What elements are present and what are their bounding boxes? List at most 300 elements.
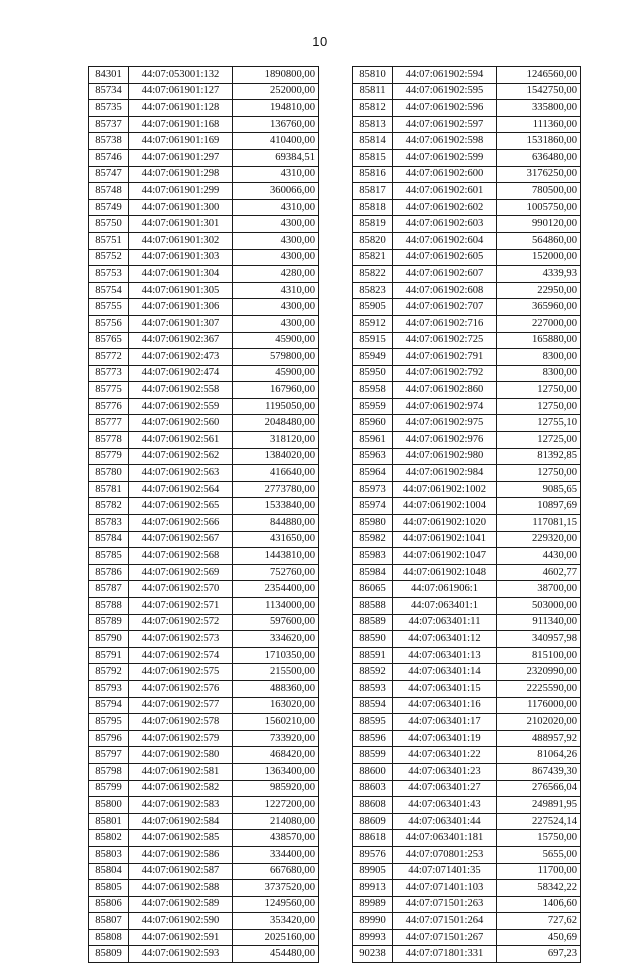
table-row: [89, 365, 319, 382]
cadastral-value-cell: 12725,00: [497, 432, 581, 449]
cadastral-value-cell: 4300,00: [233, 216, 319, 233]
table-row: [353, 714, 581, 731]
cadastral-value-cell: 667680,00: [233, 863, 319, 880]
table-row: [353, 598, 581, 615]
table-row: [353, 913, 581, 930]
cadastral-number-cell: 44:07:061902:575: [129, 664, 233, 681]
cadastral-value-cell: 249891,95: [497, 797, 581, 814]
record-number-cell: 85984: [353, 564, 393, 581]
cadastral-number-cell: 44:07:061901:168: [129, 116, 233, 133]
cadastral-number-cell: 44:07:061902:980: [393, 448, 497, 465]
cadastral-value-cell: 276566,04: [497, 780, 581, 797]
record-number-cell: 88592: [353, 664, 393, 681]
record-number-cell: 85800: [89, 797, 129, 814]
cadastral-value-cell: 81064,26: [497, 747, 581, 764]
cadastral-number-cell: 44:07:061902:1020: [393, 515, 497, 532]
table-row: [353, 531, 581, 548]
cadastral-value-cell: 3176250,00: [497, 166, 581, 183]
table-row: [89, 133, 319, 150]
cadastral-value-cell: 867439,30: [497, 763, 581, 780]
record-number-cell: 85752: [89, 249, 129, 266]
cadastral-value-cell: 334400,00: [233, 846, 319, 863]
cadastral-value-cell: 990120,00: [497, 216, 581, 233]
record-number-cell: 89576: [353, 846, 393, 863]
record-number-cell: 85796: [89, 730, 129, 747]
cadastral-value-cell: 4300,00: [233, 249, 319, 266]
cadastral-number-cell: 44:07:061902:570: [129, 581, 233, 598]
table-row: [353, 232, 581, 249]
cadastral-value-cell: 579800,00: [233, 349, 319, 366]
cadastral-number-cell: 44:07:061901:300: [129, 199, 233, 216]
record-number-cell: 85746: [89, 149, 129, 166]
cadastral-value-cell: 1249560,00: [233, 896, 319, 913]
record-number-cell: 85814: [353, 133, 393, 150]
table-row: [89, 863, 319, 880]
cadastral-value-cell: 1384020,00: [233, 448, 319, 465]
table-row: [89, 448, 319, 465]
cadastral-number-cell: 44:07:061902:860: [393, 382, 497, 399]
record-number-cell: 85792: [89, 664, 129, 681]
record-number-cell: 85822: [353, 266, 393, 283]
record-number-cell: 89913: [353, 880, 393, 897]
cadastral-number-cell: 44:07:061902:1002: [393, 481, 497, 498]
cadastral-number-cell: 44:07:071801:331: [393, 946, 497, 963]
record-number-cell: 85963: [353, 448, 393, 465]
record-number-cell: 85754: [89, 282, 129, 299]
record-number-cell: 88609: [353, 813, 393, 830]
table-row: [89, 797, 319, 814]
record-number-cell: 85773: [89, 365, 129, 382]
table-row: [353, 631, 581, 648]
table-row: [89, 880, 319, 897]
page-number: 10: [312, 34, 328, 49]
record-number-cell: 85779: [89, 448, 129, 465]
cadastral-value-cell: 152000,00: [497, 249, 581, 266]
cadastral-number-cell: 44:07:061901:303: [129, 249, 233, 266]
record-number-cell: 85765: [89, 332, 129, 349]
record-number-cell: 85798: [89, 763, 129, 780]
cadastral-value-cell: 229320,00: [497, 531, 581, 548]
table-row: [353, 813, 581, 830]
cadastral-number-cell: 44:07:071501:263: [393, 896, 497, 913]
table-row: [89, 631, 319, 648]
record-number-cell: 85980: [353, 515, 393, 532]
table-row: [89, 199, 319, 216]
record-number-cell: 85960: [353, 415, 393, 432]
cadastral-number-cell: 44:07:071401:35: [393, 863, 497, 880]
cadastral-value-cell: 167960,00: [233, 382, 319, 399]
table-row: [89, 166, 319, 183]
cadastral-number-cell: 44:07:061902:974: [393, 398, 497, 415]
cadastral-value-cell: 2102020,00: [497, 714, 581, 731]
table-row: [353, 880, 581, 897]
table-row: [353, 763, 581, 780]
cadastral-number-cell: 44:07:063401:11: [393, 614, 497, 631]
table-row: [353, 67, 581, 84]
cadastral-number-cell: 44:07:063401:12: [393, 631, 497, 648]
cadastral-value-cell: 1542750,00: [497, 83, 581, 100]
cadastral-number-cell: 44:07:063401:16: [393, 697, 497, 714]
table-row: [89, 647, 319, 664]
cadastral-number-cell: 44:07:061901:127: [129, 83, 233, 100]
record-number-cell: 85805: [89, 880, 129, 897]
cadastral-number-cell: 44:07:063401:17: [393, 714, 497, 731]
cadastral-number-cell: 44:07:061902:574: [129, 647, 233, 664]
cadastral-value-cell: 488360,00: [233, 680, 319, 697]
cadastral-number-cell: 44:07:061901:169: [129, 133, 233, 150]
cadastral-number-cell: 44:07:061902:560: [129, 415, 233, 432]
table-row: [353, 830, 581, 847]
cadastral-value-cell: 503000,00: [497, 598, 581, 615]
table-row: [89, 116, 319, 133]
cadastral-value-cell: 165880,00: [497, 332, 581, 349]
cadastral-value-cell: 365960,00: [497, 299, 581, 316]
cadastral-value-cell: 4300,00: [233, 315, 319, 332]
cadastral-number-cell: 44:07:071501:264: [393, 913, 497, 930]
cadastral-value-cell: 334620,00: [233, 631, 319, 648]
cadastral-number-cell: 44:07:061901:307: [129, 315, 233, 332]
cadastral-number-cell: 44:07:061901:299: [129, 183, 233, 200]
table-row: [353, 133, 581, 150]
cadastral-value-cell: 1531860,00: [497, 133, 581, 150]
cadastral-number-cell: 44:07:061902:559: [129, 398, 233, 415]
cadastral-number-cell: 44:07:061902:975: [393, 415, 497, 432]
cadastral-value-cell: 2320990,00: [497, 664, 581, 681]
table-row: [89, 747, 319, 764]
record-number-cell: 85808: [89, 929, 129, 946]
cadastral-value-cell: 227000,00: [497, 315, 581, 332]
record-number-cell: 85819: [353, 216, 393, 233]
table-row: [353, 481, 581, 498]
table-row: [89, 83, 319, 100]
table-row: [353, 515, 581, 532]
table-row: [353, 315, 581, 332]
table-row: [89, 266, 319, 283]
record-number-cell: 85801: [89, 813, 129, 830]
cadastral-number-cell: 44:07:071401:103: [393, 880, 497, 897]
cadastral-number-cell: 44:07:070801:253: [393, 846, 497, 863]
record-number-cell: 85816: [353, 166, 393, 183]
table-row: [89, 67, 319, 84]
record-number-cell: 85738: [89, 133, 129, 150]
cadastral-number-cell: 44:07:061902:587: [129, 863, 233, 880]
cadastral-value-cell: 38700,00: [497, 581, 581, 598]
record-number-cell: 85772: [89, 349, 129, 366]
cadastral-number-cell: 44:07:061902:579: [129, 730, 233, 747]
table-row: [89, 614, 319, 631]
cadastral-value-cell: 2773780,00: [233, 481, 319, 498]
record-number-cell: 85750: [89, 216, 129, 233]
record-number-cell: 85751: [89, 232, 129, 249]
cadastral-number-cell: 44:07:063401:23: [393, 763, 497, 780]
table-row: [89, 315, 319, 332]
record-number-cell: 85753: [89, 266, 129, 283]
cadastral-value-cell: 1246560,00: [497, 67, 581, 84]
record-number-cell: 85813: [353, 116, 393, 133]
record-number-cell: 85791: [89, 647, 129, 664]
cadastral-number-cell: 44:07:061902:595: [393, 83, 497, 100]
cadastral-number-cell: 44:07:061902:590: [129, 913, 233, 930]
table-row: [89, 680, 319, 697]
cadastral-value-cell: 697,23: [497, 946, 581, 963]
cadastral-number-cell: 44:07:061901:301: [129, 216, 233, 233]
record-number-cell: 89989: [353, 896, 393, 913]
record-number-cell: 85983: [353, 548, 393, 565]
table-row: [89, 846, 319, 863]
table-row: [89, 531, 319, 548]
cadastral-number-cell: 44:07:061902:601: [393, 183, 497, 200]
record-number-cell: 88599: [353, 747, 393, 764]
cadastral-number-cell: 44:07:061901:297: [129, 149, 233, 166]
table-row: [89, 465, 319, 482]
cadastral-value-cell: 4300,00: [233, 299, 319, 316]
cadastral-number-cell: 44:07:061902:976: [393, 432, 497, 449]
cadastral-value-cell: 1710350,00: [233, 647, 319, 664]
table-row: [353, 448, 581, 465]
cadastral-number-cell: 44:07:061902:577: [129, 697, 233, 714]
table-row: [353, 183, 581, 200]
record-number-cell: 85806: [89, 896, 129, 913]
cadastral-number-cell: 44:07:061901:298: [129, 166, 233, 183]
record-number-cell: 85821: [353, 249, 393, 266]
right-register-table: [352, 66, 581, 963]
cadastral-number-cell: 44:07:071501:267: [393, 929, 497, 946]
cadastral-value-cell: 58342,22: [497, 880, 581, 897]
table-row: [353, 946, 581, 963]
cadastral-number-cell: 44:07:061902:567: [129, 531, 233, 548]
cadastral-number-cell: 44:07:061902:596: [393, 100, 497, 117]
cadastral-number-cell: 44:07:061902:569: [129, 564, 233, 581]
cadastral-number-cell: 44:07:061901:302: [129, 232, 233, 249]
cadastral-value-cell: 10897,69: [497, 498, 581, 515]
record-number-cell: 85777: [89, 415, 129, 432]
record-number-cell: 85815: [353, 149, 393, 166]
record-number-cell: 85820: [353, 232, 393, 249]
cadastral-number-cell: 44:07:061902:791: [393, 349, 497, 366]
record-number-cell: 85803: [89, 846, 129, 863]
table-row: [353, 697, 581, 714]
cadastral-number-cell: 44:07:063401:1: [393, 598, 497, 615]
record-number-cell: 85817: [353, 183, 393, 200]
cadastral-value-cell: 815100,00: [497, 647, 581, 664]
table-row: [353, 614, 581, 631]
cadastral-number-cell: 44:07:061901:305: [129, 282, 233, 299]
cadastral-value-cell: 4310,00: [233, 282, 319, 299]
cadastral-number-cell: 44:07:061902:1004: [393, 498, 497, 515]
cadastral-value-cell: 1134000,00: [233, 598, 319, 615]
cadastral-value-cell: 752760,00: [233, 564, 319, 581]
cadastral-value-cell: 4339,93: [497, 266, 581, 283]
cadastral-value-cell: 3737520,00: [233, 880, 319, 897]
record-number-cell: 85950: [353, 365, 393, 382]
table-row: [353, 747, 581, 764]
cadastral-value-cell: 780500,00: [497, 183, 581, 200]
cadastral-value-cell: 597600,00: [233, 614, 319, 631]
record-number-cell: 85788: [89, 598, 129, 615]
cadastral-number-cell: 44:07:061902:716: [393, 315, 497, 332]
cadastral-number-cell: 44:07:061902:562: [129, 448, 233, 465]
record-number-cell: 90238: [353, 946, 393, 963]
cadastral-value-cell: 1227200,00: [233, 797, 319, 814]
table-row: [353, 863, 581, 880]
cadastral-number-cell: 44:07:061902:583: [129, 797, 233, 814]
cadastral-number-cell: 44:07:061902:571: [129, 598, 233, 615]
record-number-cell: 85787: [89, 581, 129, 598]
table-row: [353, 83, 581, 100]
record-number-cell: 85797: [89, 747, 129, 764]
cadastral-number-cell: 44:07:061902:607: [393, 266, 497, 283]
cadastral-value-cell: 252000,00: [233, 83, 319, 100]
table-row: [89, 481, 319, 498]
table-row: [89, 830, 319, 847]
cadastral-number-cell: 44:07:061902:573: [129, 631, 233, 648]
record-number-cell: 85755: [89, 299, 129, 316]
cadastral-value-cell: 8300,00: [497, 349, 581, 366]
table-row: [89, 515, 319, 532]
cadastral-value-cell: 4430,00: [497, 548, 581, 565]
cadastral-number-cell: 44:07:061902:602: [393, 199, 497, 216]
cadastral-value-cell: 488957,92: [497, 730, 581, 747]
cadastral-value-cell: 8300,00: [497, 365, 581, 382]
cadastral-number-cell: 44:07:061902:1047: [393, 548, 497, 565]
table-row: [89, 299, 319, 316]
cadastral-value-cell: 2048480,00: [233, 415, 319, 432]
left-register-table: [88, 66, 319, 963]
cadastral-value-cell: 12750,00: [497, 398, 581, 415]
table-row: [353, 498, 581, 515]
table-row: [89, 249, 319, 266]
record-number-cell: 85959: [353, 398, 393, 415]
record-number-cell: 85915: [353, 332, 393, 349]
cadastral-value-cell: 410400,00: [233, 133, 319, 150]
cadastral-value-cell: 4300,00: [233, 232, 319, 249]
cadastral-value-cell: 733920,00: [233, 730, 319, 747]
record-number-cell: 85823: [353, 282, 393, 299]
cadastral-value-cell: 117081,15: [497, 515, 581, 532]
cadastral-number-cell: 44:07:053001:132: [129, 67, 233, 84]
record-number-cell: 85912: [353, 315, 393, 332]
cadastral-value-cell: 1533840,00: [233, 498, 319, 515]
left-register-body: [89, 67, 319, 963]
record-number-cell: 85776: [89, 398, 129, 415]
cadastral-number-cell: 44:07:061902:586: [129, 846, 233, 863]
cadastral-number-cell: 44:07:061902:594: [393, 67, 497, 84]
cadastral-number-cell: 44:07:061902:367: [129, 332, 233, 349]
cadastral-number-cell: 44:07:063401:22: [393, 747, 497, 764]
cadastral-value-cell: 2025160,00: [233, 929, 319, 946]
cadastral-value-cell: 335800,00: [497, 100, 581, 117]
table-row: [353, 929, 581, 946]
record-number-cell: 85790: [89, 631, 129, 648]
cadastral-value-cell: 1005750,00: [497, 199, 581, 216]
record-number-cell: 85974: [353, 498, 393, 515]
cadastral-value-cell: 9085,65: [497, 481, 581, 498]
record-number-cell: 85784: [89, 531, 129, 548]
cadastral-number-cell: 44:07:061901:304: [129, 266, 233, 283]
cadastral-value-cell: 340957,98: [497, 631, 581, 648]
table-row: [353, 664, 581, 681]
record-number-cell: 85794: [89, 697, 129, 714]
record-number-cell: 89905: [353, 863, 393, 880]
table-row: [353, 415, 581, 432]
cadastral-number-cell: 44:07:061902:1041: [393, 531, 497, 548]
record-number-cell: 85812: [353, 100, 393, 117]
cadastral-value-cell: 318120,00: [233, 432, 319, 449]
table-row: [89, 232, 319, 249]
record-number-cell: 84301: [89, 67, 129, 84]
record-number-cell: 85735: [89, 100, 129, 117]
cadastral-number-cell: 44:07:061902:561: [129, 432, 233, 449]
cadastral-value-cell: 22950,00: [497, 282, 581, 299]
table-row: [353, 548, 581, 565]
cadastral-number-cell: 44:07:061902:585: [129, 830, 233, 847]
record-number-cell: 85780: [89, 465, 129, 482]
cadastral-value-cell: 5655,00: [497, 846, 581, 863]
table-row: [353, 647, 581, 664]
table-row: [89, 896, 319, 913]
table-row: [353, 465, 581, 482]
cadastral-number-cell: 44:07:061902:564: [129, 481, 233, 498]
cadastral-number-cell: 44:07:061902:599: [393, 149, 497, 166]
table-row: [89, 432, 319, 449]
cadastral-value-cell: 11700,00: [497, 863, 581, 880]
table-row: [89, 664, 319, 681]
cadastral-number-cell: 44:07:061902:1048: [393, 564, 497, 581]
record-number-cell: 85748: [89, 183, 129, 200]
table-row: [353, 432, 581, 449]
record-number-cell: 85785: [89, 548, 129, 565]
table-row: [89, 697, 319, 714]
cadastral-value-cell: 12750,00: [497, 465, 581, 482]
cadastral-value-cell: 15750,00: [497, 830, 581, 847]
record-number-cell: 88588: [353, 598, 393, 615]
table-row: [353, 797, 581, 814]
table-row: [89, 730, 319, 747]
cadastral-number-cell: 44:07:061902:584: [129, 813, 233, 830]
record-number-cell: 85810: [353, 67, 393, 84]
table-row: [353, 846, 581, 863]
table-row: [353, 249, 581, 266]
cadastral-value-cell: 450,69: [497, 929, 581, 946]
cadastral-value-cell: 4310,00: [233, 166, 319, 183]
cadastral-value-cell: 636480,00: [497, 149, 581, 166]
table-row: [353, 730, 581, 747]
record-number-cell: 85802: [89, 830, 129, 847]
table-row: [89, 714, 319, 731]
cadastral-number-cell: 44:07:061902:572: [129, 614, 233, 631]
cadastral-number-cell: 44:07:061902:578: [129, 714, 233, 731]
table-row: [353, 332, 581, 349]
cadastral-value-cell: 727,62: [497, 913, 581, 930]
cadastral-number-cell: 44:07:061902:558: [129, 382, 233, 399]
table-row: [353, 216, 581, 233]
record-number-cell: 85809: [89, 946, 129, 963]
cadastral-number-cell: 44:07:061902:588: [129, 880, 233, 897]
table-row: [89, 332, 319, 349]
cadastral-value-cell: 81392,85: [497, 448, 581, 465]
record-number-cell: 85789: [89, 614, 129, 631]
table-row: [353, 116, 581, 133]
cadastral-value-cell: 45900,00: [233, 365, 319, 382]
table-row: [89, 780, 319, 797]
table-row: [353, 166, 581, 183]
table-row: [353, 896, 581, 913]
cadastral-number-cell: 44:07:061902:597: [393, 116, 497, 133]
record-number-cell: 85804: [89, 863, 129, 880]
table-row: [353, 199, 581, 216]
record-number-cell: 88590: [353, 631, 393, 648]
record-number-cell: 85949: [353, 349, 393, 366]
